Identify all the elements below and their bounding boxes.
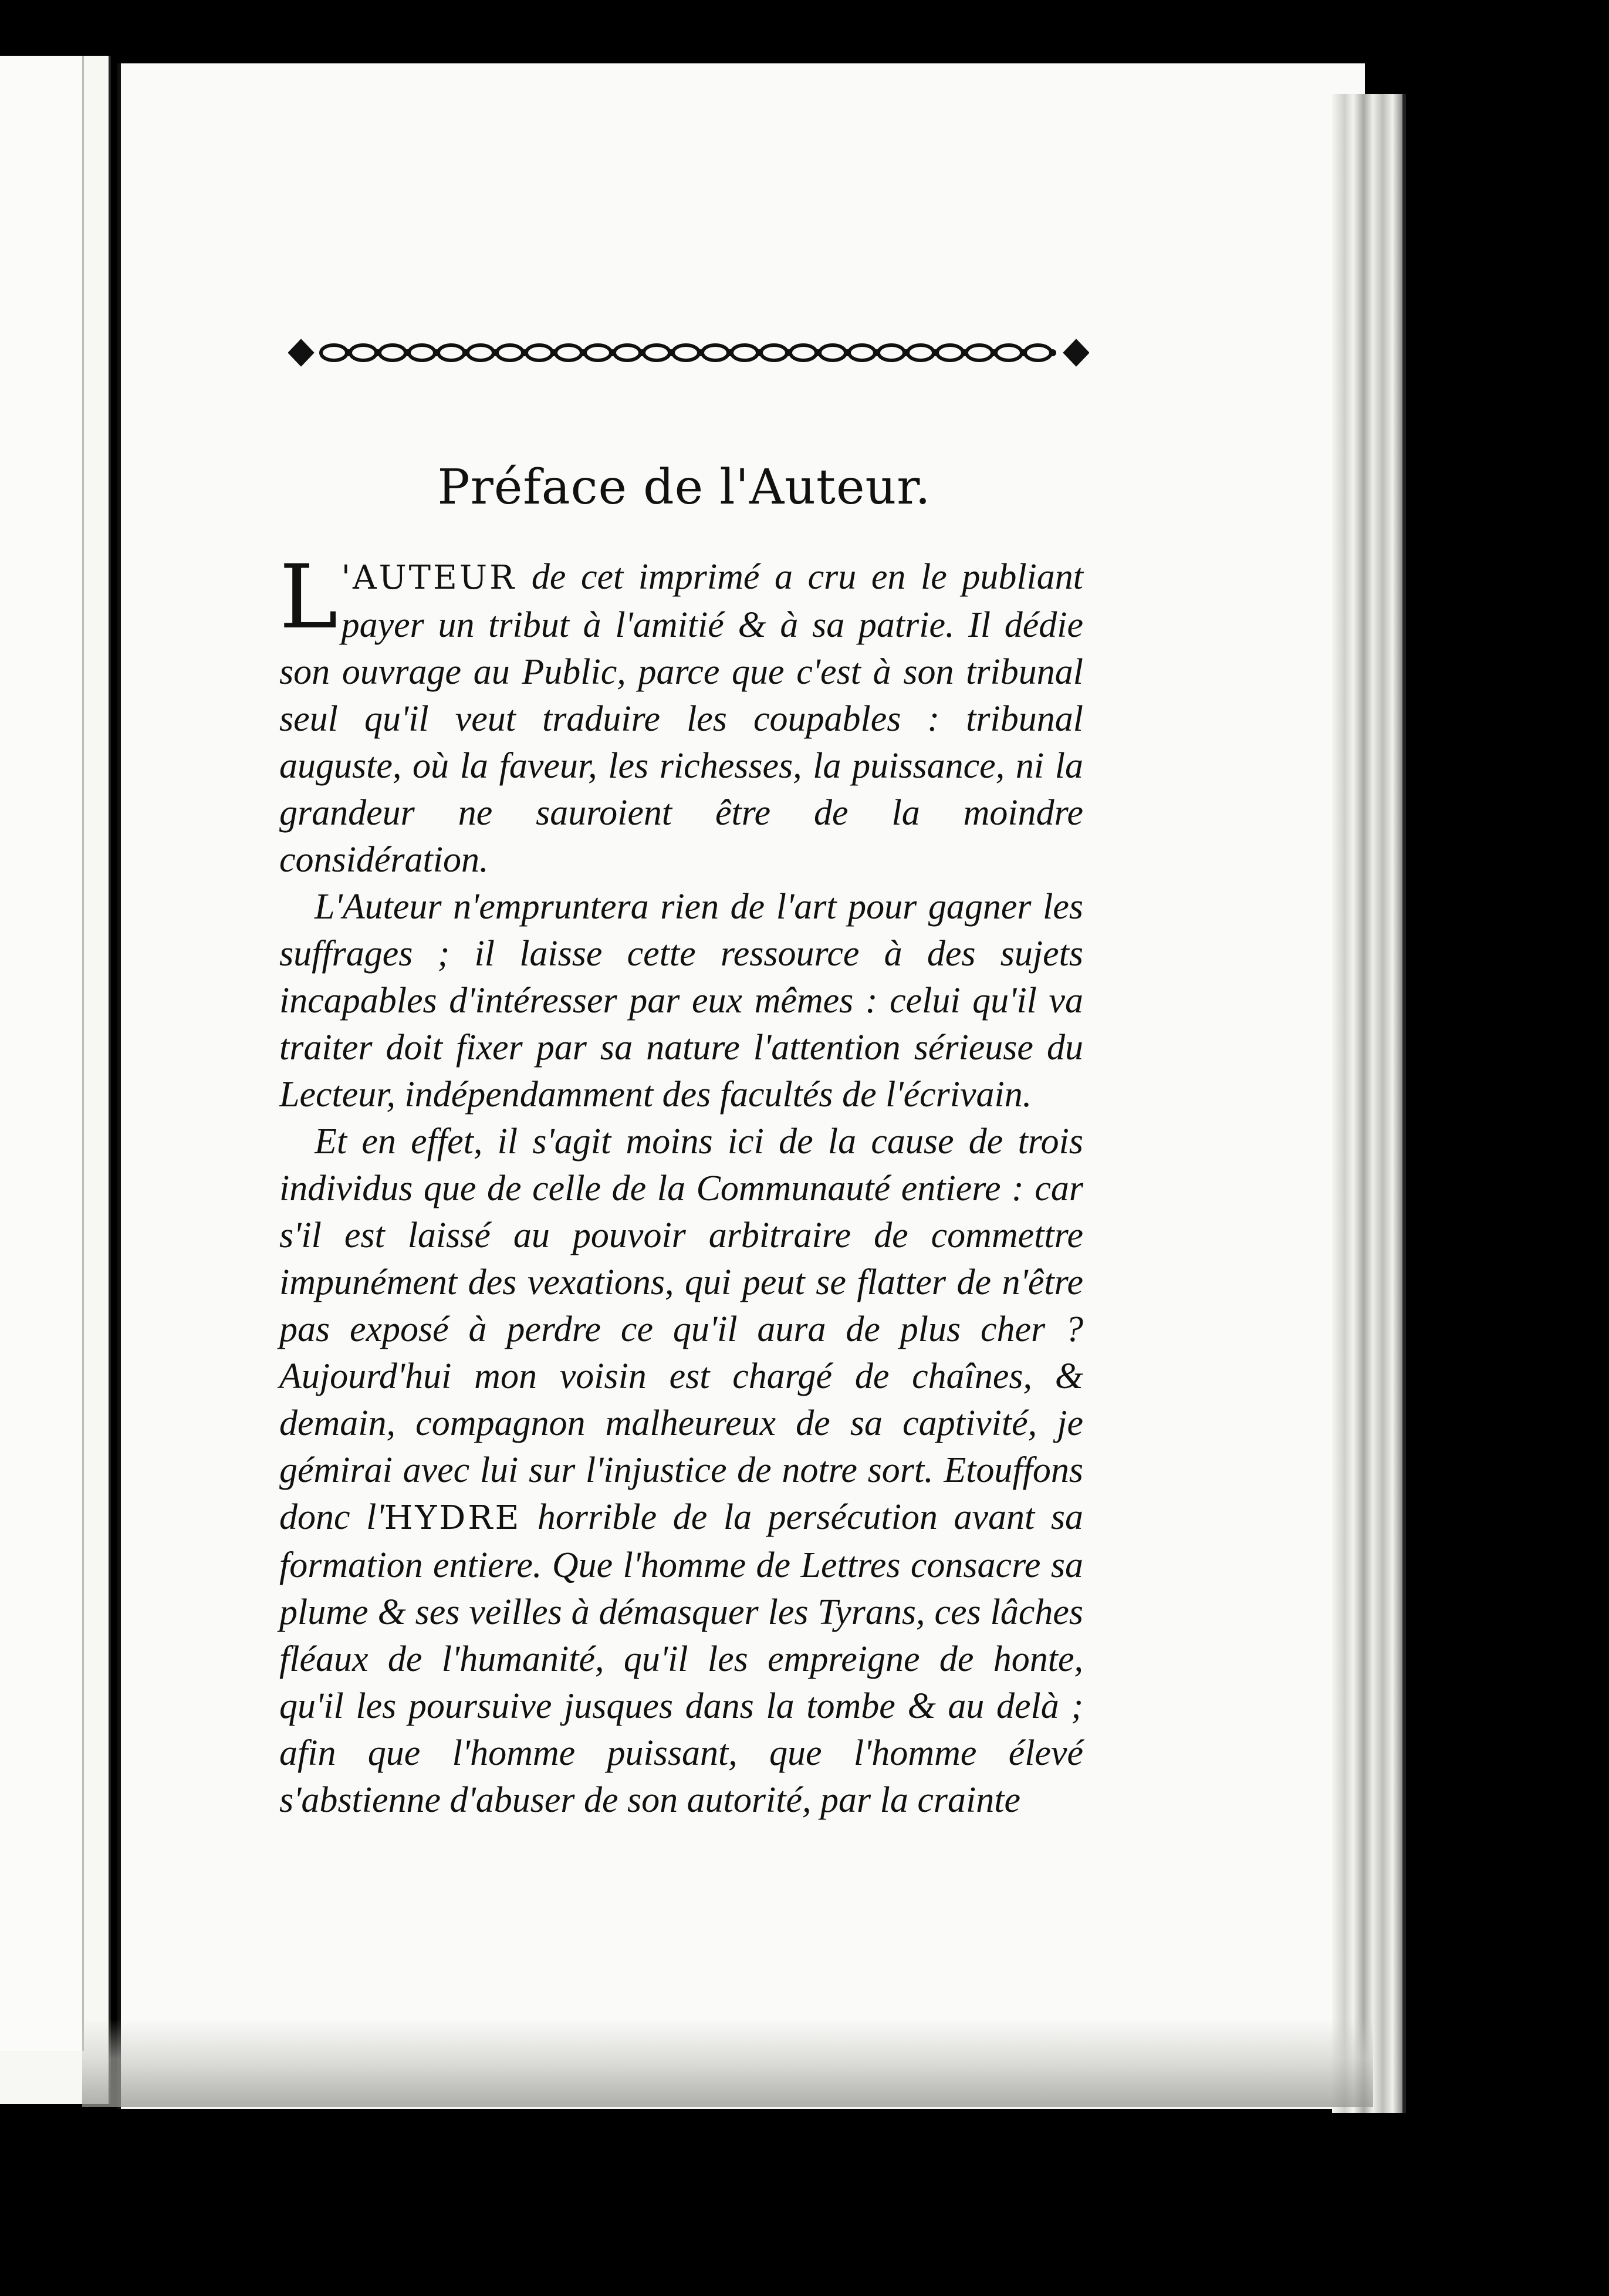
paragraph-3-start: Et en effet, il s'agit moins ici de la cause de trois individus que de celle de la Communauté entiere : car s'il est laissé au pouvoir arbitraire de commettre impunément des vexations, qui peut se flatter de n'être pas exposé à perdre ce qu'il aura de plus cher ? Aujourd'hui mon voisin est chargé de chaînes, & demain, compagnon malheureux de sa captivité, je gémirai avec lui sur l'injustice de notre sort. Etouffons donc l' [279, 1122, 1083, 1537]
paragraph-2: L'Auteur n'empruntera rien de l'art pour gagner les suffrages ; il laisse cette ressource à des sujets incapables d'intéresser par eux mêmes : celui qu'il va traiter doit fixer par sa nature l'attention sérieuse du Lecteur, indépendamment des facultés de l'écrivain. [279, 887, 1083, 1115]
page-title: Préface de l'Auteur. [437, 460, 931, 515]
page-fore-edge [1332, 94, 1406, 2113]
right-page [117, 63, 1365, 2109]
body-text [279, 546, 1083, 1824]
lead-word: 'AUTEUR [341, 559, 517, 597]
paragraph-3 [279, 1118, 1083, 1824]
paragraph-3-end: horrible de la persécution avant sa formation entiere. Que l'homme de Lettres consacre sa plume & ses veilles à démasquer les Tyrans, ces lâches fléaux de l'humanité, qu'il les empreigne de honte, qu'il les poursuive jusques dans la tombe & au delà ; afin que l'homme puissant, que l'homme élevé s'abstienne d'abuser de son autorité, par la crainte [279, 1497, 1083, 1820]
hydre-word: HYDRE [384, 1499, 522, 1537]
paragraph-1-text: de cet imprimé a cru en le publiant payer un tribut à l'amitié & à sa patrie. Il dédie son ouvrage au Public, parce que c'est à son tribunal seul qu'il veut traduire les coupables : tribunal auguste, où la faveur, les richesses, la puissance, ni la grandeur ne sauroient être de la moindre considération. [279, 557, 1083, 880]
drop-cap: L [279, 546, 338, 649]
decorative-border-ornament [288, 335, 1089, 371]
left-page-margin [0, 56, 84, 2051]
page-bottom-shadow [82, 2019, 1373, 2107]
paragraph-1 [279, 546, 1083, 883]
